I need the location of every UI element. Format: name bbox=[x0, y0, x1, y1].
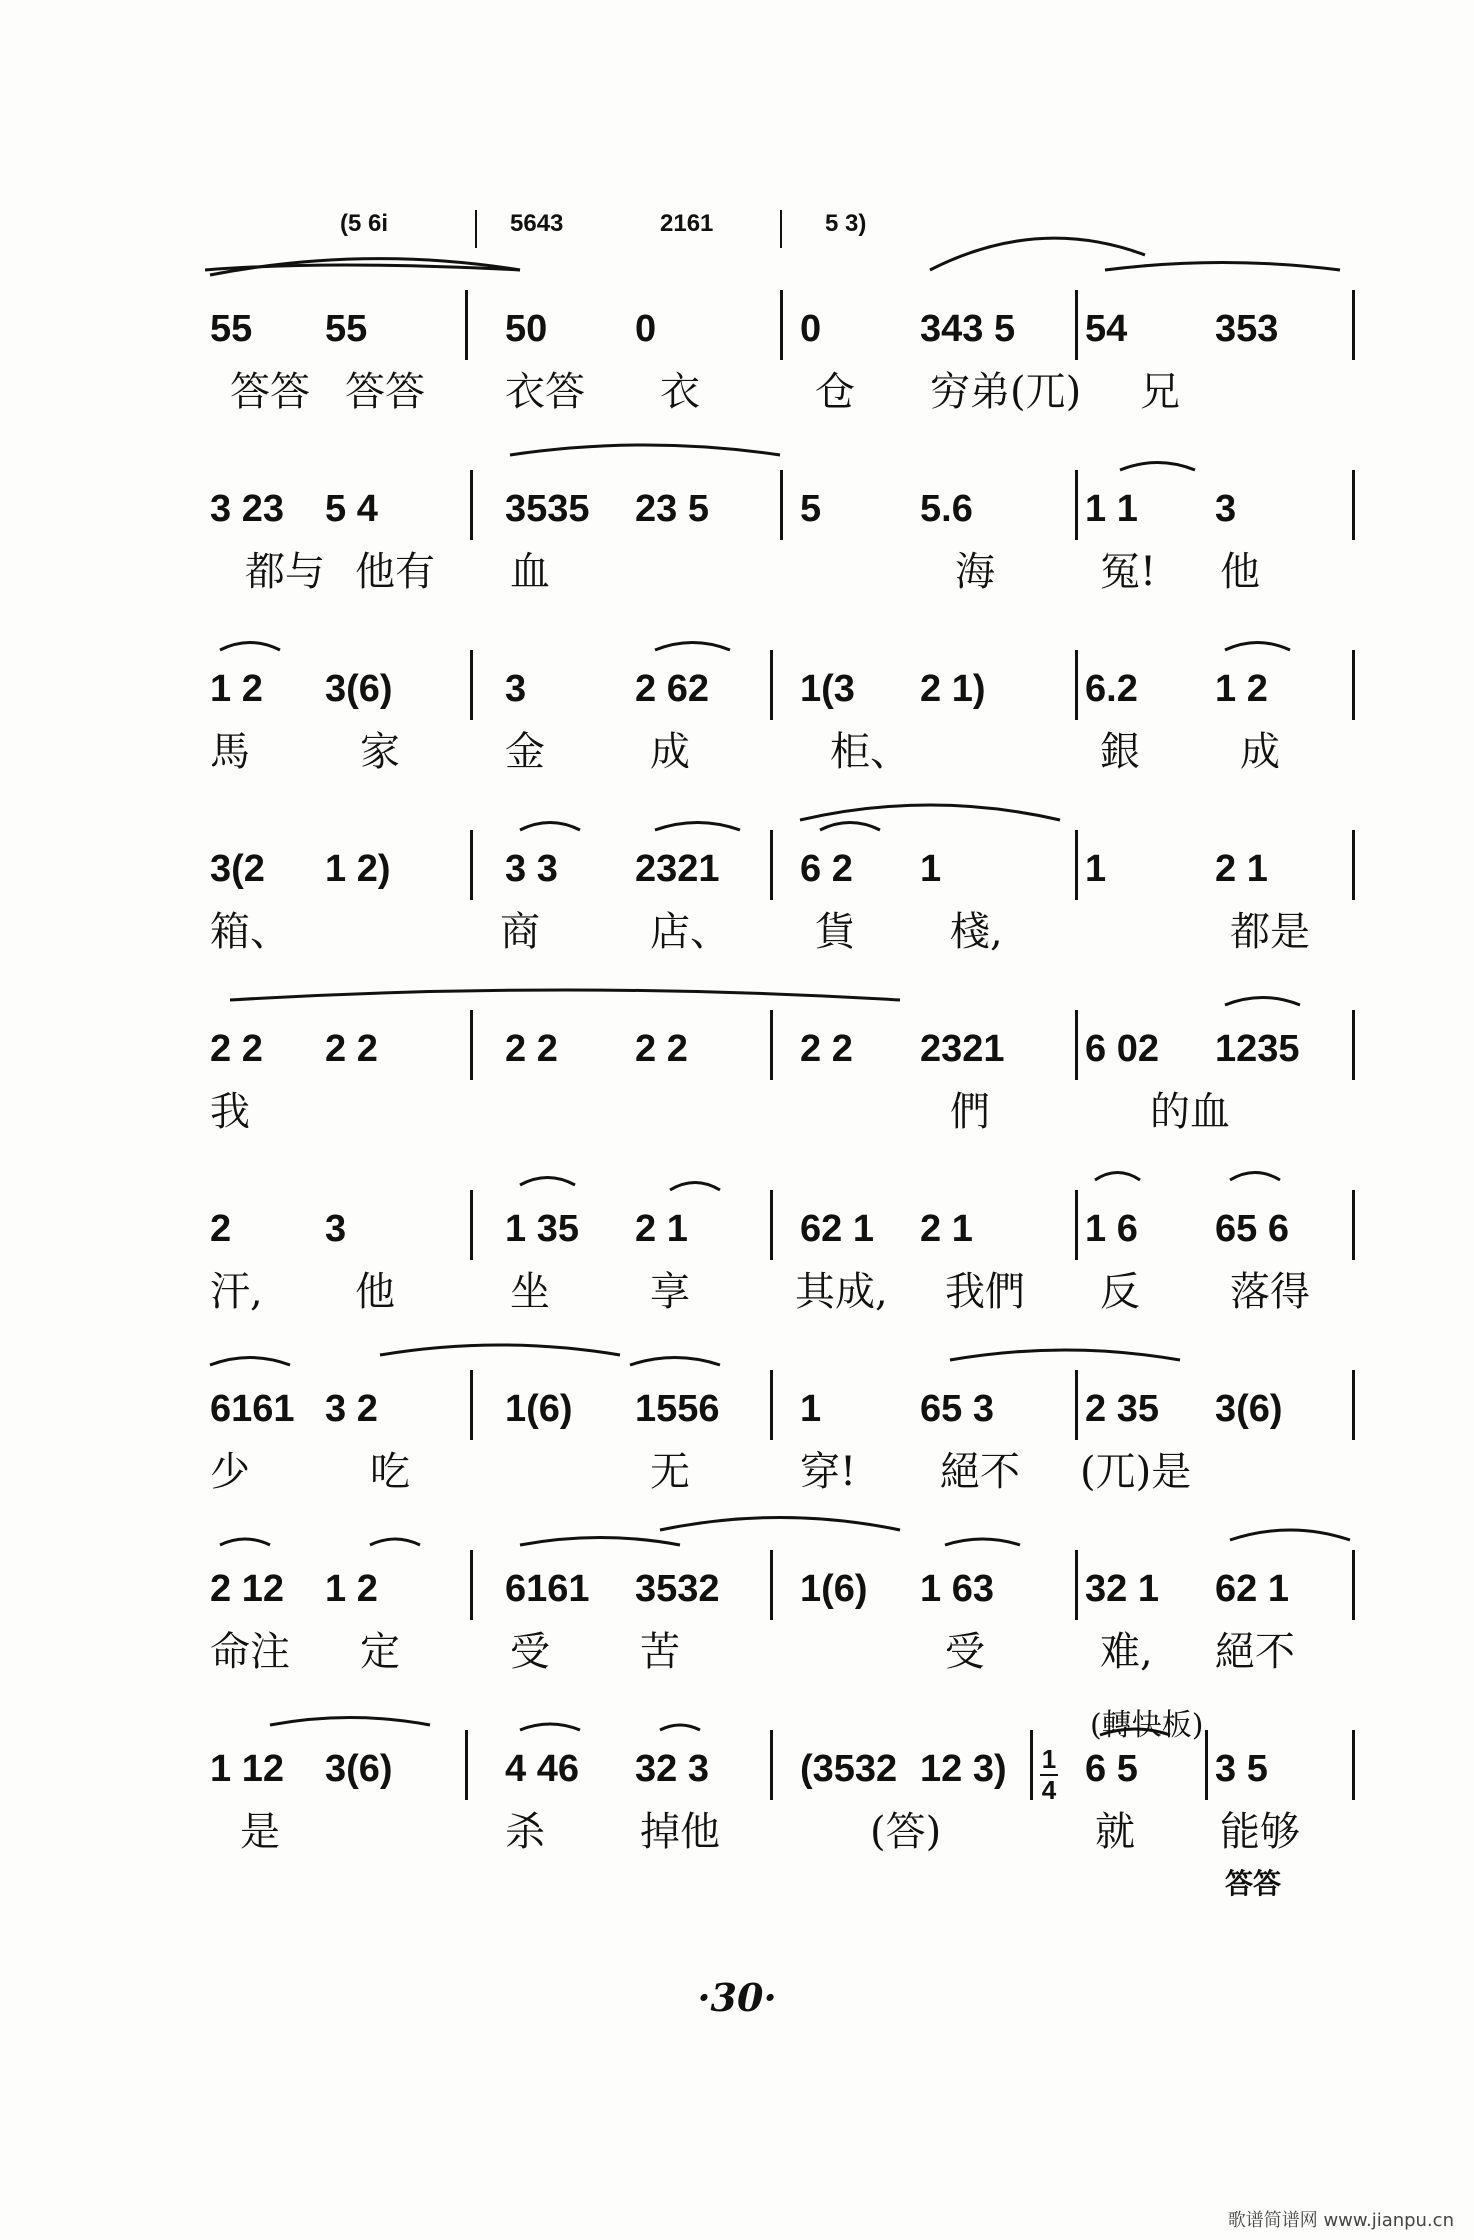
lyric-text: 絕不 bbox=[1215, 1629, 1295, 1675]
note-group: 12 3) bbox=[920, 1748, 1007, 1790]
note-group: 62 1 bbox=[800, 1208, 874, 1250]
slur-mark bbox=[660, 1725, 700, 1730]
slur-mark bbox=[520, 823, 580, 831]
slur-mark bbox=[370, 1539, 420, 1545]
lyric-text: 店、 bbox=[650, 909, 730, 955]
lyric-text: 仓 bbox=[815, 369, 855, 415]
lyric-text: 箱、 bbox=[210, 909, 290, 955]
slur-mark bbox=[270, 1718, 430, 1726]
note-group: 1235 bbox=[1215, 1028, 1300, 1070]
lyric-text: 棧, bbox=[950, 909, 1003, 955]
note-group: 2 35 bbox=[1085, 1388, 1159, 1430]
slur-mark bbox=[510, 445, 780, 455]
lyric-text: (答) bbox=[870, 1809, 942, 1855]
watermark-text: 歌谱简谱网 www.jianpu.cn bbox=[1227, 2210, 1454, 2231]
note-group: 1(6) bbox=[505, 1388, 573, 1430]
note-group: 2 1) bbox=[920, 668, 986, 710]
note-group: 3(2 bbox=[210, 848, 265, 890]
note-group: 1 1 bbox=[1085, 488, 1138, 530]
note-group: 55 bbox=[210, 308, 253, 350]
lyric-text: 穷弟(兀) bbox=[930, 369, 1082, 415]
lyric-text: 难, bbox=[1100, 1629, 1153, 1675]
lyric-text: 他有 bbox=[355, 549, 435, 595]
lyric-text: 都与 bbox=[245, 549, 325, 595]
note-group: 1 bbox=[1085, 848, 1107, 890]
prelude-group: (5 6i bbox=[340, 210, 389, 237]
slur-mark bbox=[1225, 998, 1300, 1006]
note-group: 3(6) bbox=[325, 1748, 393, 1790]
slur-mark bbox=[1230, 1173, 1280, 1181]
lyric-text: 定 bbox=[360, 1629, 400, 1675]
lyric-text: 們 bbox=[950, 1089, 990, 1135]
lyric-text: 兄 bbox=[1140, 369, 1180, 415]
slur-mark bbox=[1120, 463, 1195, 471]
note-group: 1 35 bbox=[505, 1208, 579, 1250]
lyric-text: 少 bbox=[210, 1449, 250, 1495]
note-group: 1 2 bbox=[1215, 668, 1268, 710]
note-group: 5.6 bbox=[920, 488, 973, 530]
slur-mark bbox=[220, 643, 280, 651]
lyric-text: 金 bbox=[505, 729, 545, 775]
lyric-text: 馬 bbox=[210, 729, 250, 775]
note-group: 2321 bbox=[635, 848, 720, 890]
note-group: 3 bbox=[1215, 488, 1237, 530]
slur-mark bbox=[660, 1518, 900, 1531]
lyric-text: 銀 bbox=[1100, 729, 1140, 775]
note-group: 50 bbox=[505, 308, 548, 350]
prelude-group: 5 3) bbox=[825, 210, 867, 237]
note-group: 32 3 bbox=[635, 1748, 709, 1790]
note-group: 3 23 bbox=[210, 488, 284, 530]
note-group: 343 5 bbox=[920, 308, 1016, 350]
slur-mark bbox=[520, 1724, 580, 1730]
note-group: 2 1 bbox=[635, 1208, 688, 1250]
lyric-text: 命注 bbox=[210, 1629, 290, 1675]
lyric-text: 受 bbox=[945, 1629, 985, 1675]
slur-mark bbox=[630, 1358, 720, 1366]
slur-mark bbox=[655, 823, 740, 831]
note-group: 4 46 bbox=[505, 1748, 579, 1790]
note-group: 1556 bbox=[635, 1388, 720, 1430]
note-group: 3 bbox=[325, 1208, 347, 1250]
note-group: 3 bbox=[505, 668, 527, 710]
lyric-text: 他 bbox=[355, 1269, 395, 1315]
slur-mark bbox=[1095, 1173, 1140, 1181]
lyric-text: 穿! bbox=[800, 1449, 857, 1495]
lyric-text: 血 bbox=[510, 549, 550, 595]
note-group: 6161 bbox=[505, 1568, 590, 1610]
slur-mark bbox=[800, 805, 1060, 820]
lyric-text: 冤! bbox=[1100, 549, 1157, 595]
lyric-text: 貨 bbox=[815, 909, 855, 955]
slur-mark bbox=[520, 1178, 575, 1186]
lyric-text: 答答 bbox=[230, 369, 310, 415]
time-signature-top: 1 bbox=[1041, 1744, 1057, 1774]
time-signature-bottom: 4 bbox=[1041, 1774, 1057, 1805]
note-group: 3(6) bbox=[1215, 1388, 1283, 1430]
note-group: 2 2 bbox=[505, 1028, 558, 1070]
note-group: 54 bbox=[1085, 308, 1128, 350]
lyric-text: 我 bbox=[210, 1089, 250, 1135]
lyric-text: 吃 bbox=[370, 1449, 410, 1495]
note-group: 3 5 bbox=[1215, 1748, 1268, 1790]
slur-mark bbox=[380, 1345, 620, 1355]
note-group: 6161 bbox=[210, 1388, 295, 1430]
note-group: 2 2 bbox=[800, 1028, 853, 1070]
lyric-text: 能够 bbox=[1220, 1809, 1300, 1855]
note-group: 6 2 bbox=[800, 848, 853, 890]
slur-mark bbox=[1230, 1530, 1350, 1540]
note-group: 62 1 bbox=[1215, 1568, 1289, 1610]
lyric-text: 答答 bbox=[345, 369, 425, 415]
note-group: 3 3 bbox=[505, 848, 558, 890]
lyric-text: 我們 bbox=[945, 1269, 1025, 1315]
slur-mark bbox=[220, 1539, 270, 1545]
lyric-text: 是 bbox=[240, 1809, 280, 1855]
note-group: 2 1 bbox=[920, 1208, 973, 1250]
slur-mark bbox=[1105, 263, 1340, 271]
note-group: 55 bbox=[325, 308, 368, 350]
note-group: 6.2 bbox=[1085, 668, 1138, 710]
prelude-group: 5643 bbox=[510, 210, 564, 237]
lyric-text: 他 bbox=[1220, 549, 1260, 595]
lyric-text: 成 bbox=[650, 729, 690, 775]
slur-mark bbox=[210, 1358, 290, 1366]
slur-mark bbox=[1225, 643, 1290, 651]
lyric-text: 落得 bbox=[1230, 1269, 1310, 1315]
note-group: 3 2 bbox=[325, 1388, 378, 1430]
prelude-group: 2161 bbox=[660, 210, 714, 237]
note-group: 3(6) bbox=[325, 668, 393, 710]
note-group: 1 63 bbox=[920, 1568, 994, 1610]
lyric-text: 反 bbox=[1100, 1269, 1140, 1315]
note-group: 2321 bbox=[920, 1028, 1005, 1070]
note-group: 1 2 bbox=[325, 1568, 378, 1610]
slur-mark bbox=[945, 1539, 1020, 1545]
lyric-text: 海 bbox=[955, 549, 995, 595]
note-group: 1 bbox=[920, 848, 942, 890]
note-group: 353 bbox=[1215, 308, 1279, 350]
lyric-text: 享 bbox=[650, 1269, 690, 1315]
lyric-text: 答答 bbox=[1225, 1867, 1282, 1900]
slur-mark bbox=[930, 238, 1145, 270]
note-group: 2 62 bbox=[635, 668, 709, 710]
note-group: 23 5 bbox=[635, 488, 709, 530]
note-group: 5 bbox=[800, 488, 822, 530]
note-group: 2 2 bbox=[325, 1028, 378, 1070]
slur-mark bbox=[820, 823, 880, 831]
lyric-text: 苦 bbox=[640, 1629, 680, 1675]
lyric-text: 掉他 bbox=[640, 1809, 720, 1855]
slur-mark bbox=[230, 990, 900, 1000]
note-group: 1(6) bbox=[800, 1568, 868, 1610]
note-group: (3532 bbox=[800, 1748, 898, 1790]
lyric-text: 的血 bbox=[1150, 1089, 1230, 1135]
lyric-text: 家 bbox=[360, 729, 400, 775]
time-signature bbox=[1040, 1745, 1058, 1804]
lyric-text: 絕不 bbox=[940, 1449, 1020, 1495]
note-group: 2 12 bbox=[210, 1568, 284, 1610]
slur-mark bbox=[1100, 1729, 1170, 1735]
lyric-text: 受 bbox=[510, 1629, 550, 1675]
note-group: 5 4 bbox=[325, 488, 378, 530]
lyric-text: 商 bbox=[500, 909, 540, 955]
lyric-text: 就 bbox=[1095, 1809, 1135, 1855]
lyric-text: 其成, bbox=[795, 1269, 888, 1315]
note-group: 65 3 bbox=[920, 1388, 994, 1430]
note-group: 0 bbox=[635, 308, 657, 350]
lyric-text: 坐 bbox=[510, 1269, 550, 1315]
slur-mark bbox=[950, 1350, 1180, 1360]
note-group: 3532 bbox=[635, 1568, 720, 1610]
note-group: 2 bbox=[210, 1208, 232, 1250]
note-group: 1 bbox=[800, 1388, 822, 1430]
slur-mark bbox=[520, 1538, 680, 1546]
note-group: 65 6 bbox=[1215, 1208, 1289, 1250]
note-group: 6 5 bbox=[1085, 1748, 1138, 1790]
note-group: 0 bbox=[800, 308, 822, 350]
note-group: 1 12 bbox=[210, 1748, 284, 1790]
slur-mark bbox=[670, 1183, 720, 1191]
lyric-text: 都是 bbox=[1230, 909, 1310, 955]
lyric-text: 柜、 bbox=[830, 729, 910, 775]
lyric-text: 衣 bbox=[660, 369, 700, 415]
note-group: 1 2) bbox=[325, 848, 391, 890]
note-group: 6 02 bbox=[1085, 1028, 1159, 1070]
note-group: 1(3 bbox=[800, 668, 855, 710]
lyric-text: 汗, bbox=[210, 1269, 263, 1315]
lyric-text: 杀 bbox=[505, 1809, 545, 1855]
lyric-text: 无 bbox=[650, 1449, 690, 1495]
lyric-text: 成 bbox=[1240, 729, 1280, 775]
page-number: ·30· bbox=[697, 1975, 777, 2020]
tempo-mark: (轉快板) bbox=[1090, 1708, 1204, 1743]
note-group: 32 1 bbox=[1085, 1568, 1159, 1610]
note-group: 1 6 bbox=[1085, 1208, 1138, 1250]
note-group: 2 2 bbox=[635, 1028, 688, 1070]
lyric-text: 衣答 bbox=[505, 369, 585, 415]
note-group: 3535 bbox=[505, 488, 590, 530]
lyric-text: (兀)是 bbox=[1080, 1449, 1192, 1495]
note-group: 2 2 bbox=[210, 1028, 263, 1070]
note-group: 2 1 bbox=[1215, 848, 1268, 890]
note-group: 1 2 bbox=[210, 668, 263, 710]
slur-mark bbox=[655, 643, 730, 651]
